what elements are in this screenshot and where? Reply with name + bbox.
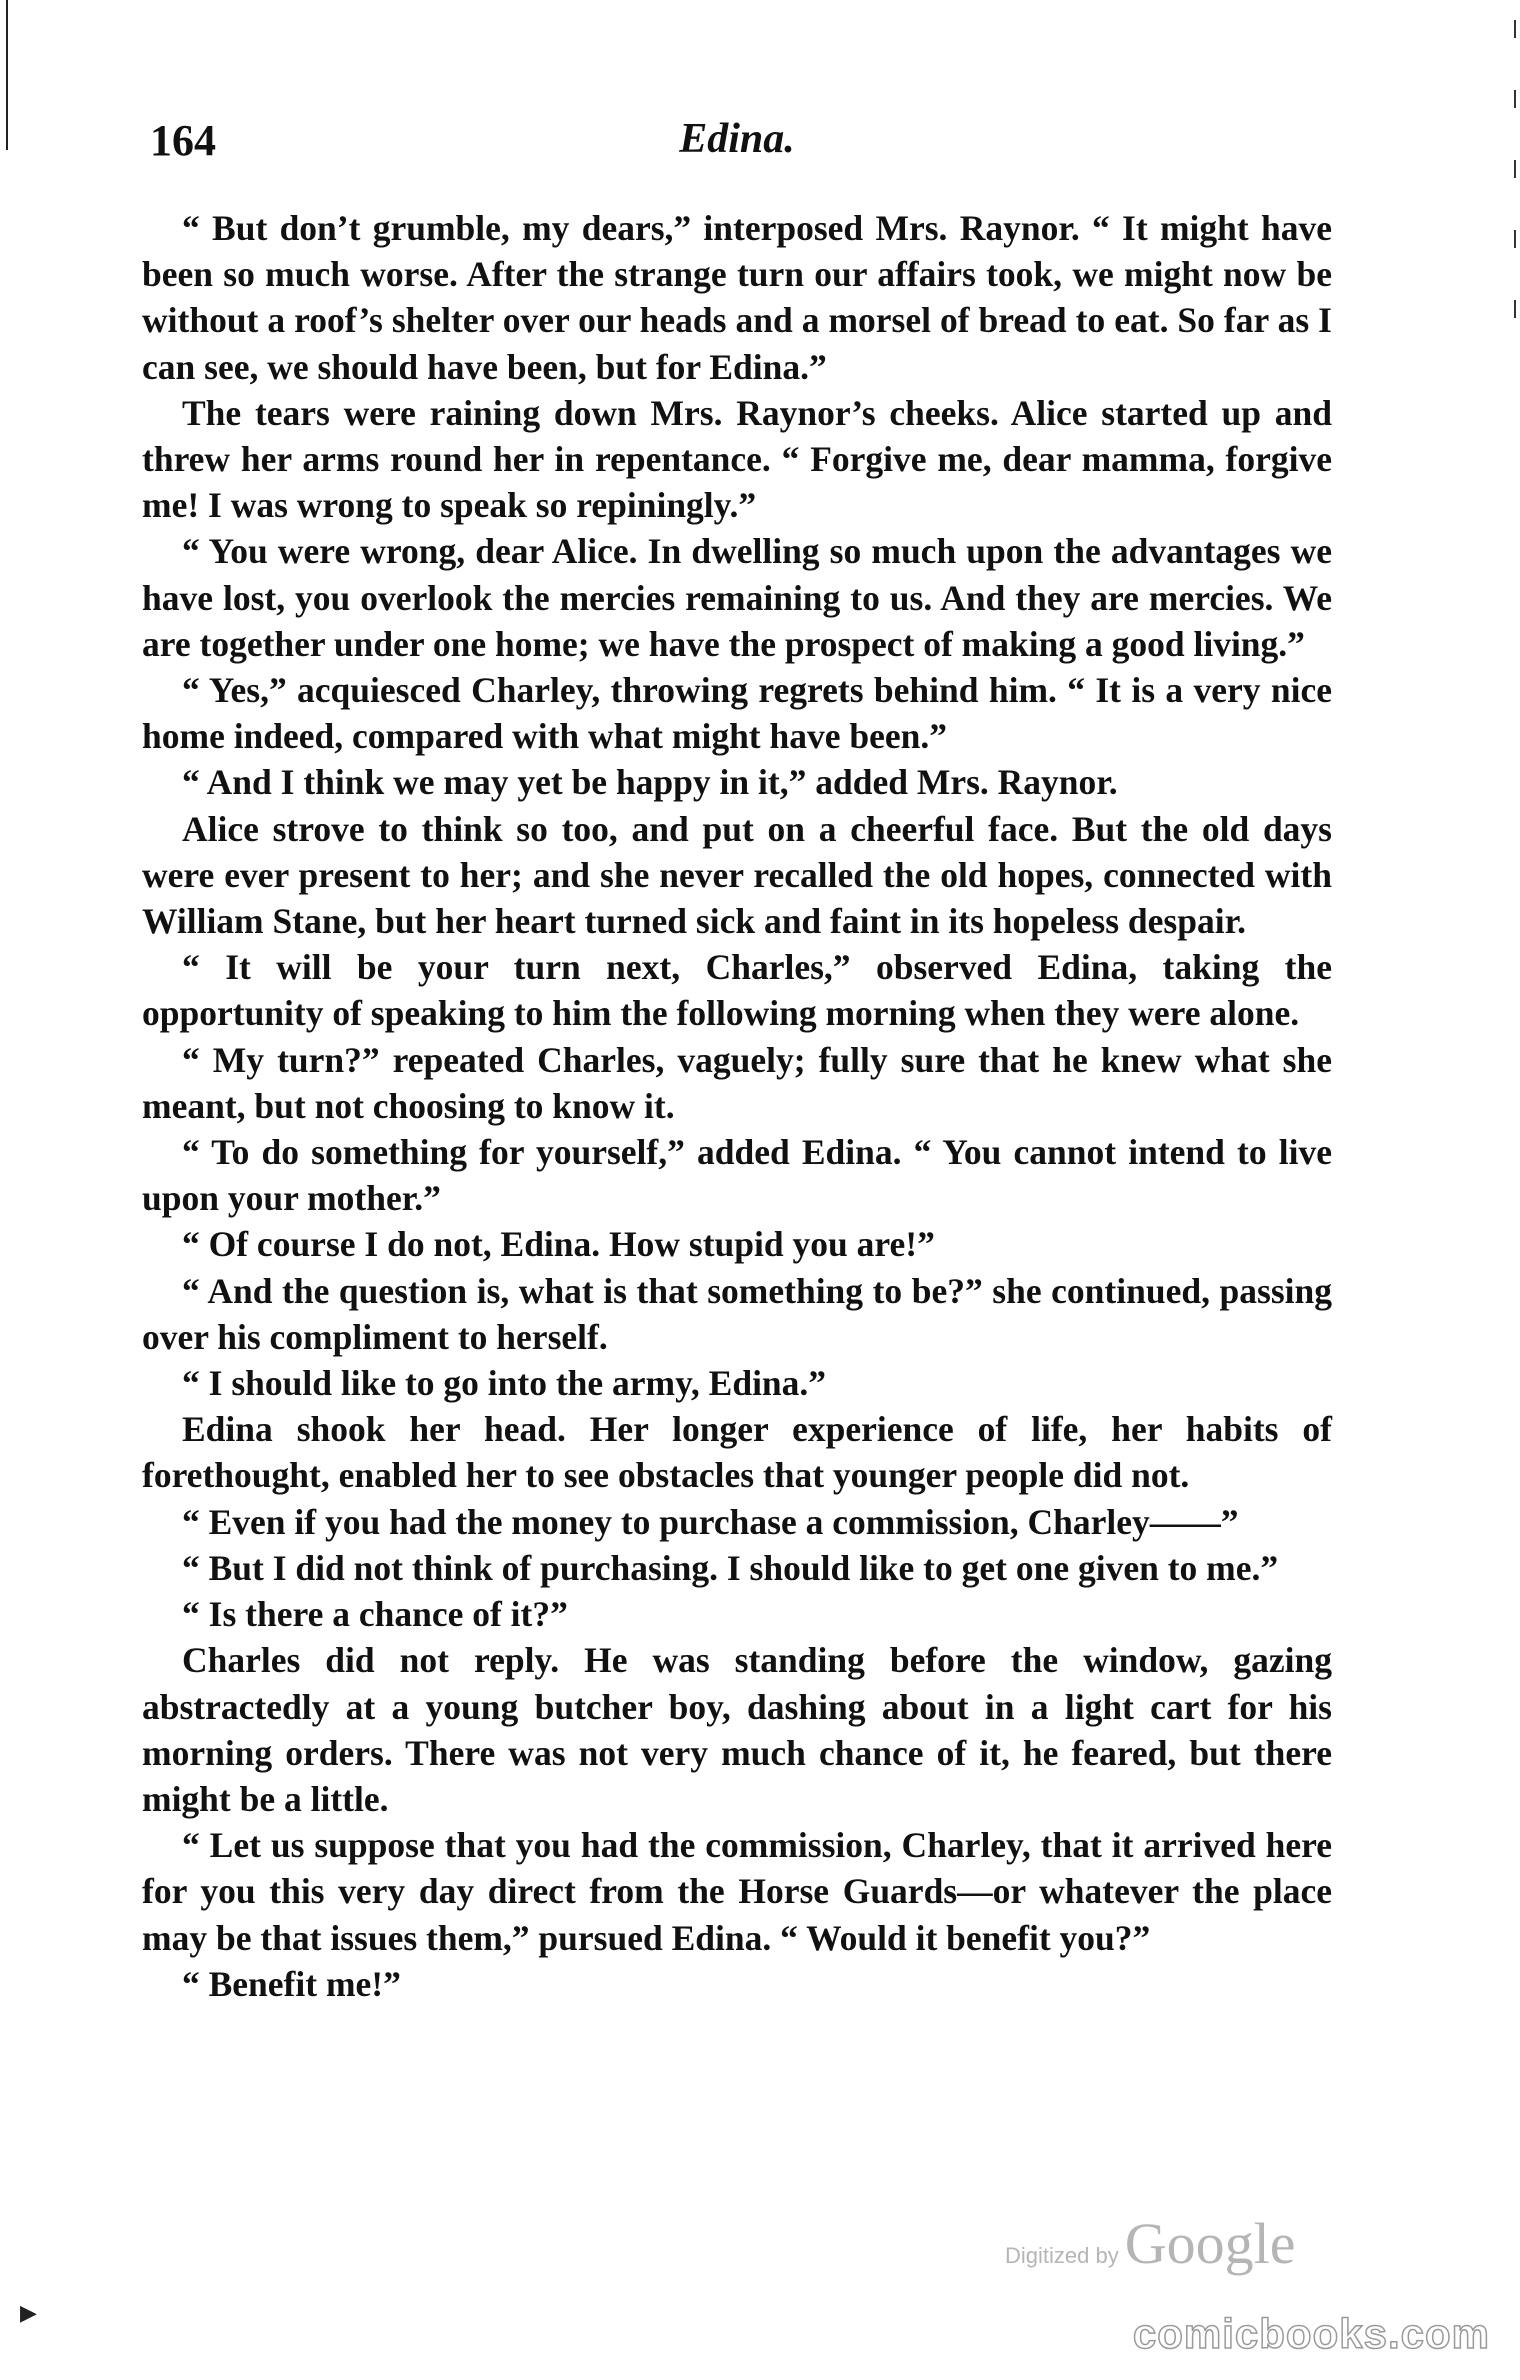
site-watermark: comicbooks.com: [1132, 2310, 1490, 2357]
paragraph: Charles did not reply. He was standing before the window, gazing abstractedly at a young butcher boy, dashing about in a light cart for his morning orders. There was not very much chance of it, he feared, but there might be a little.: [142, 1640, 1332, 1819]
book-page: [142, 115, 1332, 2007]
paragraph: “ And I think we may yet be happy in it,” added Mrs. Raynor.: [182, 762, 1118, 803]
running-title: Edina.: [679, 116, 795, 162]
digitized-by-google-mark: [1005, 2210, 1295, 2277]
corner-arrow-icon: ▶: [20, 2300, 37, 2325]
paragraph: “ You were wrong, dear Alice. In dwelling so much upon the advantages we have lost, you overlook the mercies remaining to us. And they are mercies. We are together under one home; we have the prospect of making a good living.”: [142, 531, 1332, 664]
page-edge-ticks: [1514, 20, 1516, 320]
paragraph: “ Benefit me!”: [182, 1963, 401, 2004]
paragraph: “ Yes,” acquiesced Charley, throwing regrets behind him. “ It is a very nice home indeed, compared with what might have been.”: [142, 670, 1332, 757]
paragraph: “ And the question is, what is that something to be?” she continued, passing over his compliment to herself.: [142, 1270, 1332, 1357]
paragraph: “ But don’t grumble, my dears,” interposed Mrs. Raynor. “ It might have been so much worse. After the strange turn our affairs took, we might now be without a roof’s shelter over our heads and a morsel of bread to eat. So far as I can see, we should have been, but for Edina.”: [142, 208, 1332, 387]
page-header: [142, 115, 1332, 205]
google-logo-text: Google: [1124, 2211, 1296, 2276]
paragraph: “ But I did not think of purchasing. I should like to get one given to me.”: [182, 1547, 1279, 1588]
paragraph: “ I should like to go into the army, Edina.”: [182, 1363, 827, 1404]
paragraph: “ Even if you had the money to purchase a commission, Charley——”: [182, 1501, 1239, 1542]
paragraph: “ It will be your turn next, Charles,” observed Edina, taking the opportunity of speaking to him the following morning when they were alone.: [142, 947, 1332, 1034]
paragraph: “ To do something for yourself,” added Edina. “ You cannot intend to live upon your mother.”: [142, 1132, 1332, 1219]
page-edge-rule: [6, 0, 8, 150]
paragraph: “ My turn?” repeated Charles, vaguely; fully sure that he knew what she meant, but not choosing to know it.: [142, 1039, 1332, 1126]
digitized-prefix: Digitized by: [1005, 2243, 1119, 2268]
page-number: 164: [150, 116, 216, 165]
paragraph: “ Is there a chance of it?”: [182, 1594, 568, 1635]
paragraph: Edina shook her head. Her longer experience of life, her habits of forethought, enabled her to see obstacles that younger people did not.: [142, 1409, 1332, 1496]
paragraph: “ Let us suppose that you had the commission, Charley, that it arrived here for you this very day direct from the Horse Guards—or whatever the place may be that issues them,” pursued Edina. “ Would it benefit you?”: [142, 1825, 1332, 1958]
paragraph: Alice strove to think so too, and put on a cheerful face. But the old days were ever present to her; and she never recalled the old hopes, connected with William Stane, but her heart turned sick and faint in its hopeless despair.: [142, 808, 1332, 942]
body-text: [142, 205, 1332, 2007]
paragraph: The tears were raining down Mrs. Raynor’s cheeks. Alice started up and threw her arms round her in repentance. “ Forgive me, dear mamma, forgive me! I was wrong to speak so repiningly.”: [142, 392, 1332, 526]
paragraph: “ Of course I do not, Edina. How stupid you are!”: [182, 1224, 935, 1265]
